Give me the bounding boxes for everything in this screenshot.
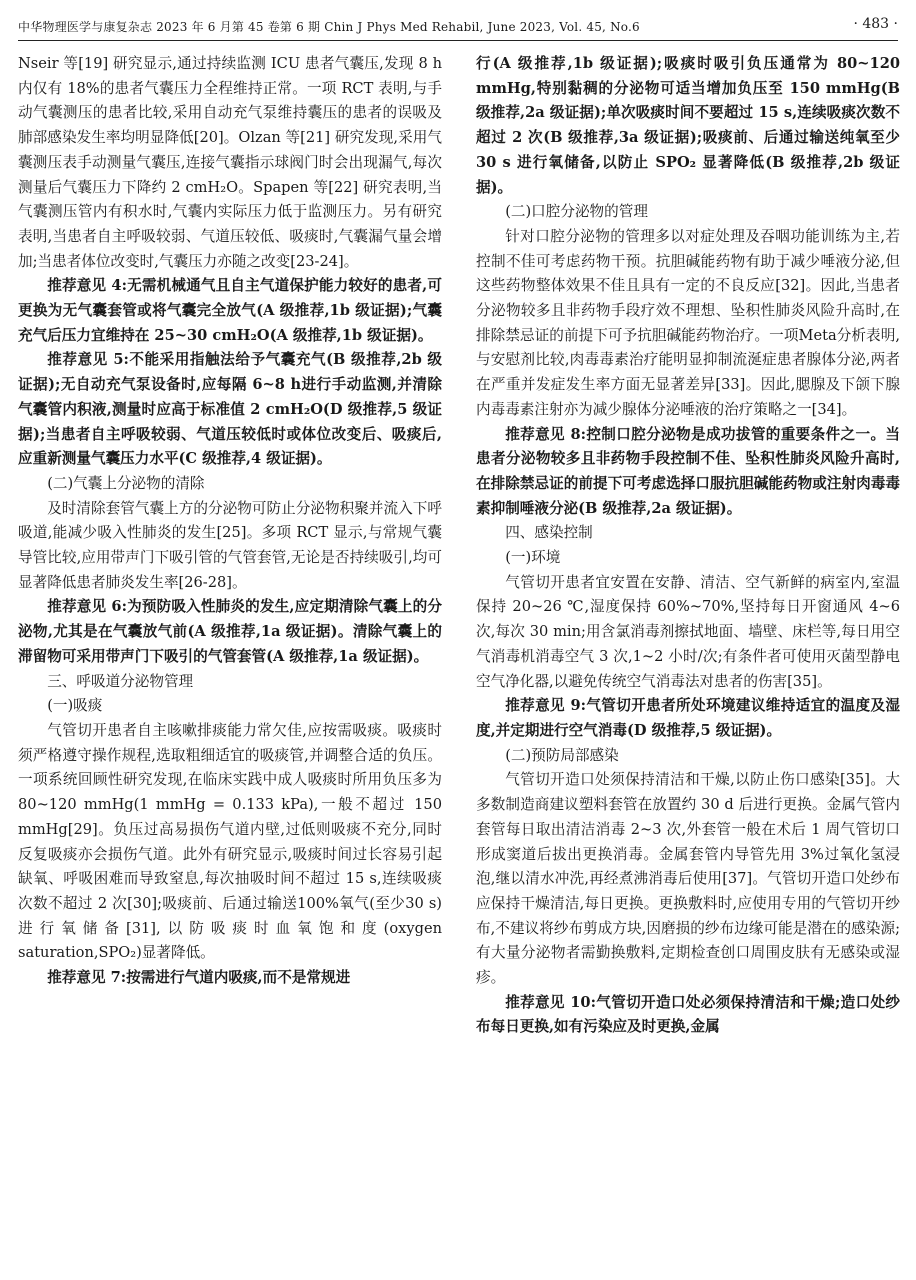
page-number: · 483 ·	[853, 16, 898, 32]
section-heading-airway-secretion: 三、呼吸道分泌物管理	[47, 672, 194, 690]
subheading-local-infection: (二)预防局部感染	[505, 746, 619, 764]
subheading-suction: (一)吸痰	[47, 697, 103, 715]
paragraph-environment: 气管切开患者宜安置在安静、清洁、空气新鲜的病室内,室温保持 20~26 ℃,湿度保持 60%~70%,坚持每日开窗通风 4~6 次,每次 30 min;用含氯消毒剂擦拭地面、墙壁、床栏等,每日用空气消毒机消毒空气 3 次,1~2 小时/次;有条件者可使用灭菌型静电空气净化器,以避免传统空气消毒法对患者的伤害[35]。	[476, 573, 900, 690]
recommendation-9: 推荐意见 9:气管切开患者所处环境建议维持适宜的温度及湿度,并定期进行空气消毒(D 级推荐,5 级证据)。	[476, 697, 900, 739]
recommendation-7-start: 推荐意见 7:按需进行气道内吸痰,而不是常规进	[47, 969, 351, 987]
recommendation-10: 推荐意见 10:气管切开造口处必须保持清洁和干燥;造口处纱布每日更换,如有污染应及时更换,金属	[476, 993, 900, 1036]
paragraph-cuff-pressure-studies: Nseir 等[19] 研究显示,通过持续监测 ICU 患者气囊压,发现 8 h 内仅有 18%的患者气囊压力全程维持正常。一项 RCT 表明,与手动气囊测压的患者比较,采用自动充气泵维持囊压的患者的误吸及肺部感染发生率均明显降低[20]。Olzan 等[21] 研究发现,采用气囊测压表手动测量气囊压,连接气囊指示球阀门时会出现漏气,每次测量后气囊压力下降约 2 cmH₂O。Spapen 等[22] 研究表明,当气囊测压管内有积水时,气囊内实际压力低于监测压力。另有研究表明,当患者自主呼吸较弱、气道压较低、吸痰时,气囊漏气量会增加;当患者体位改变时,气囊压力亦随之改变[23-24]。	[18, 55, 442, 270]
recommendation-4: 推荐意见 4:无需机械通气且自主气道保护能力较好的患者,可更换为无气囊套管或将气囊完全放气(A 级推荐,1b 级证据);气囊充气后压力宜维持在 25~30 cmH₂O(A 级推荐,1b 级证据)。	[18, 277, 442, 344]
recommendation-7-continued: 行(A 级推荐,1b 级证据);吸痰时吸引负压通常为 80~120 mmHg,特别黏稠的分泌物可适当增加负压至 150 mmHg(B 级推荐,2a 级证据);单次吸痰时间不要超过 15 s,连续吸痰次数不超过 2 次(B 级推荐,3a 级证据);吸痰前、后通过输送纯氧至少 30 s 进行氧储备,以防止 SPO₂ 显著降低(B 级推荐,2b 级证据)。	[476, 55, 900, 196]
journal-citation: 中华物理医学与康复杂志 2023 年 6 月第 45 卷第 6 期 Chin J Phys Med Rehabil, June 2023, Vol. 45, No.6	[18, 20, 640, 34]
subheading-subglottic-secretion: (二)气囊上分泌物的清除	[47, 474, 205, 492]
recommendation-6: 推荐意见 6:为预防吸入性肺炎的发生,应定期清除气囊上的分泌物,尤其是在气囊放气前(A 级推荐,1a 级证据)。清除气囊上的滞留物可采用带声门下吸引的气管套管(A 级推荐,1a 级证据)。	[18, 598, 442, 665]
subheading-environment: (一)环境	[505, 549, 561, 567]
paragraph-local-infection: 气管切开造口处须保持清洁和干燥,以防止伤口感染[35]。大多数制造商建议塑料套管在放置约 30 d 后进行更换。金属气管内套管每日取出清洁消毒 2~3 次,外套管一般在术后 1 周气管切口形成窦道后拔出更换消毒。金属套管内导管先用 3%过氧化氢浸泡,继以清水冲洗,再经煮沸消毒后使用[37]。气管切开造口处纱布应保持干燥清洁,每日更换。更换敷料时,应使用专用的气管切开纱布,不建议将纱布剪成方块,因磨损的纱布边缘可能是潜在的感染源;有大量分泌物者需勤换敷料,定期检查创口周围皮肤有无感染或湿疹。	[476, 771, 900, 987]
paragraph-subglottic-secretion: 及时清除套管气囊上方的分泌物可防止分泌物积聚并流入下呼吸道,能减少吸入性肺炎的发生[25]。多项 RCT 显示,与常规气囊导管比较,应用带声门下吸引管的气管套管,无论是否持续吸引,均可显著降低患者肺炎发生率[26-28]。	[18, 499, 442, 591]
left-column	[18, 52, 442, 991]
subheading-oral-secretion: (二)口腔分泌物的管理	[505, 203, 648, 221]
paragraph-oral-secretion: 针对口腔分泌物的管理多以对症处理及吞咽功能训练为主,若控制不佳可考虑药物干预。抗胆碱能药物有助于减少唾液分泌,但这些药物整体效果不佳且具有一定的不良反应[32]。因此,当患者分泌物较多且非药物手段疗效不理想、坠积性肺炎风险升高时,在排除禁忌证的前提下可予抗胆碱能药物治疗。一项Meta分析表明,与安慰剂比较,肉毒毒素治疗能明显抑制流涎症患者腺体分泌,两者在严重并发症发生率方面无显著差异[33]。因此,腮腺及下颌下腺内毒毒素注射亦为减少腺体分泌唾液的治疗策略之一[34]。	[476, 227, 900, 418]
right-column	[476, 52, 900, 1040]
running-header	[18, 10, 898, 41]
recommendation-8: 推荐意见 8:控制口腔分泌物是成功拔管的重要条件之一。当患者分泌物较多且非药物手段控制不佳、坠积性肺炎风险升高时,在排除禁忌证的前提下可考虑选择口服抗胆碱能药物或注射肉毒毒素抑制唾液分泌(B 级推荐,2a 级证据)。	[476, 425, 900, 517]
paragraph-suction: 气管切开患者自主咳嗽排痰能力常欠佳,应按需吸痰。吸痰时须严格遵守操作规程,选取粗细适宜的吸痰管,并调整合适的负压。一项系统回顾性研究发现,在临床实践中成人吸痰时所用负压多为 80~120 mmHg(1 mmHg = 0.133 kPa),一般不超过 150 mmHg[29]。负压过高易损伤气道内壁,过低则吸痰不充分,同时反复吸痰亦会损伤气道。此外有研究显示,吸痰时间过长容易引起缺氧、呼吸困难而导致窒息,每次抽吸时间不超过 15 s,连续吸痰次数不超过 2 次[30];吸痰前、后通过输送100%氧气(至少30 s)进行氧储备[31],以防吸痰时血氧饱和度(oxygen saturation,SPO₂)显著降低。	[18, 721, 442, 962]
recommendation-5: 推荐意见 5:不能采用指触法给予气囊充气(B 级推荐,2b 级证据);无自动充气泵设备时,应每隔 6~8 h进行手动监测,并清除气囊管内积液,测量时应高于标准值 2 cmH₂O(D 级推荐,5 级证据);当患者自主呼吸较弱、气道压较低时或体位改变后、吸痰后,应重新测量气囊压力水平(C 级推荐,4 级证据)。	[18, 351, 442, 468]
section-heading-infection-control: 四、感染控制	[505, 524, 593, 542]
